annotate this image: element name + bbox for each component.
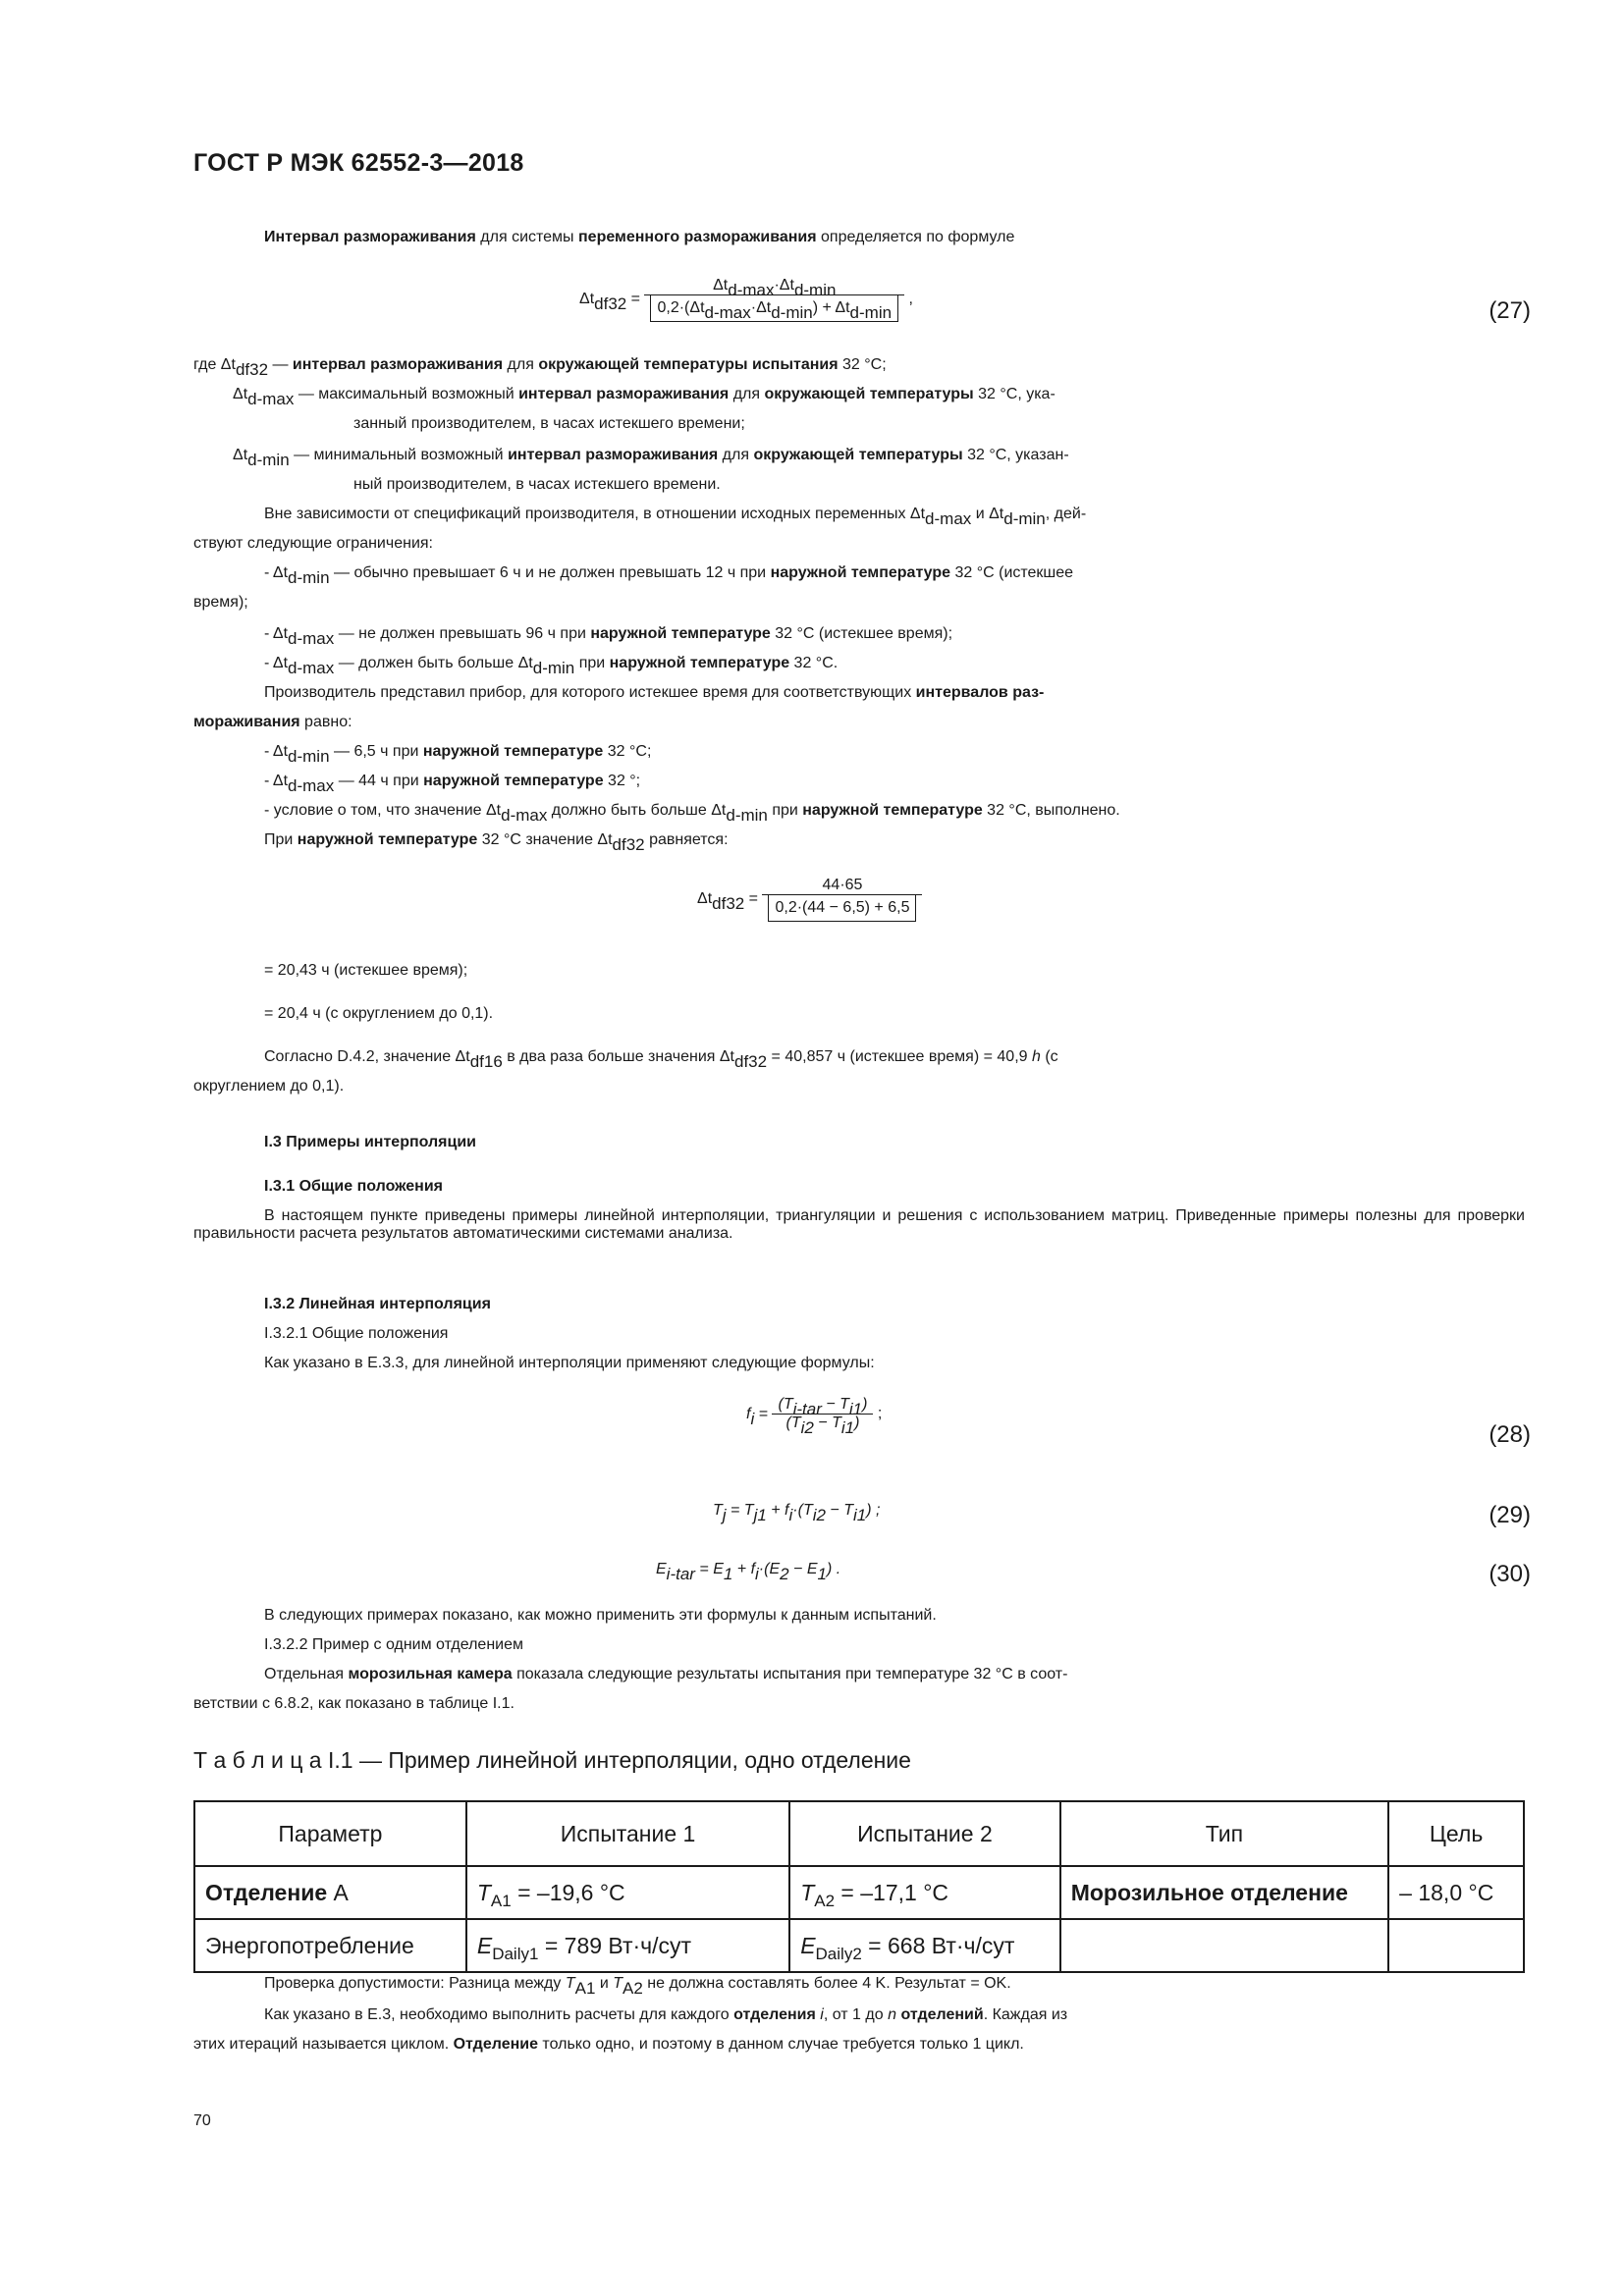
paragraph-df16-cont: округлением до 0,1). — [193, 1078, 345, 1095]
table-cell: $E_{Daily2} = 668$ Вт·ч/сут — [789, 1919, 1060, 1972]
definition-dmin-cont: ный производителем, в часах истекшего времени. — [353, 476, 721, 493]
table-header-cell: Цель — [1388, 1801, 1524, 1866]
definition-dmin: $\Delta t_{d-min}$ — минимальный возможный интервал размораживания для окружающей температуры 32 °С, указан- — [233, 447, 1069, 469]
equation-30: $E_{i-tar} = E_1 + f_i\cdot(E_2 - E_1)$ . — [656, 1561, 841, 1583]
paragraph-manufacturer: Производитель представил прибор, для которого истекшее время для соответствующих интервалов раз- — [264, 684, 1045, 701]
table-cell: – 18,0 °С — [1388, 1866, 1524, 1919]
paragraph-manufacturer-cont: мораживания равно: — [193, 714, 352, 730]
table-header-cell: Испытание 2 — [789, 1801, 1060, 1866]
paragraph-i31: В настоящем пункте приведены примеры линейной интерполяции, триангуляции и решения с использованием матриц. Приведенные примеры полезны для проверки правильности расчета результатов автоматическими системами анализа. — [193, 1207, 1525, 1242]
restriction-dmin-cont: время); — [193, 594, 248, 611]
paragraph-freezer: Отдельная морозильная камера показала следующие результаты испытания при температуре 32 °С в соот- — [264, 1666, 1068, 1682]
table-cell: Морозильное отделение — [1060, 1866, 1388, 1919]
table-row — [194, 1919, 1524, 1972]
document-header: ГОСТ Р МЭК 62552-3—2018 — [193, 149, 524, 177]
paragraph-df32-value: При наружной температуре 32 °С значение $\Delta t_{df32}$ равняется: — [264, 831, 729, 854]
paragraph-defrost-interval: Интервал размораживания для системы переменного размораживания определяется по формуле — [264, 229, 1015, 245]
equation-27: $\Delta t_{df32}$ = $\frac{\Delta t_{d-max}\cdot\Delta t_{d-min}}{0,2\cdot(\Delta t_{d-max}\cdot\Delta t_{d-min}) + \Delta t_{d-min}}$ , — [579, 277, 913, 322]
section-heading-i322: I.3.2.2 Пример с одним отделением — [264, 1636, 523, 1653]
paragraph-restrictions-cont: ствуют следующие ограничения: — [193, 535, 433, 552]
section-heading-i3: I.3 Примеры интерполяции — [264, 1134, 477, 1150]
paragraph-examples: В следующих примерах показано, как можно применить эти формулы к данным испытаний. — [264, 1607, 937, 1624]
paragraph-freezer-cont: ветствии с 6.8.2, как показано в таблице I.1. — [193, 1695, 514, 1712]
equation-30-number: (30) — [1489, 1561, 1531, 1587]
table-header-cell: Тип — [1060, 1801, 1388, 1866]
table-cell: $T_{A2} = -17,1$ °С — [789, 1866, 1060, 1919]
paragraph-validity: Проверка допустимости: Разница между $T_{A1}$ и $T_{A2}$ не должна составлять более 4 K. Результат = OK. — [264, 1975, 1011, 1998]
result-raw: = 20,43 ч (истекшее время); — [264, 962, 468, 979]
equation-28: $f_i$ = $\frac{(T_{i-tar} - T_{i1})}{(T_{i2} - T_{i1})}$ ; — [746, 1396, 883, 1437]
table-cell: Энергопотребление — [194, 1919, 466, 1972]
page-number: 70 — [193, 2112, 211, 2129]
section-heading-i321: I.3.2.1 Общие положения — [264, 1325, 449, 1342]
table-caption: Т а б л и ц а I.1 — Пример линейной интерполяции, одно отделение — [193, 1747, 911, 1773]
definition-df32: где $\Delta t_{df32}$ — интервал размораживания для окружающей температуры испытания 32 °С; — [193, 356, 887, 379]
table-cell: $E_{Daily1} = 789$ Вт·ч/сут — [466, 1919, 789, 1972]
restriction-dmax-gt-dmin: - $\Delta t_{d-max}$ — должен быть больше $\Delta t_{d-min}$ при наружной температуре 32 °С. — [264, 655, 839, 677]
restriction-dmin: - $\Delta t_{d-min}$ — обычно превышает 6 ч и не должен превышать 12 ч при наружной температуре 32 °С (истекшее — [264, 564, 1074, 587]
equation-28-number: (28) — [1489, 1421, 1531, 1448]
section-heading-i31: I.3.1 Общие положения — [264, 1178, 444, 1195]
paragraph-restrictions: Вне зависимости от спецификаций производителя, в отношении исходных переменных $\Delta t_{d-max}$ и $\Delta t_{d-min}$, дей- — [264, 506, 1087, 528]
equation-29: $T_j = T_{j1} + f_i\cdot(T_{i2} - T_{i1})$ ; — [713, 1502, 881, 1524]
table-row — [194, 1866, 1524, 1919]
table-cell — [1388, 1919, 1524, 1972]
paragraph-formulas-intro: Как указано в Е.3.3, для линейной интерполяции применяют следующие формулы: — [264, 1355, 875, 1371]
table-cell: Отделение А — [194, 1866, 466, 1919]
paragraph-df16: Согласно D.4.2, значение $\Delta t_{df16}$ в два раза больше значения $\Delta t_{df32} = 40,857$ ч (истекшее время) = 40,9 h (с — [264, 1048, 1058, 1071]
definition-dmax-cont: занный производителем, в часах истекшего времени; — [353, 415, 745, 432]
paragraph-cycles: Как указано в Е.3, необходимо выполнить расчеты для каждого отделения i, от 1 до n отделений. Каждая из — [264, 2006, 1068, 2023]
value-dmax: - $\Delta t_{d-max}$ — 44 ч при наружной температуре 32 °; — [264, 773, 641, 795]
table-cell: $T_{A1} = -19,6$ °С — [466, 1866, 789, 1919]
table-cell — [1060, 1919, 1388, 1972]
table-i1 — [193, 1800, 1525, 1973]
value-dmin: - $\Delta t_{d-min}$ — 6,5 ч при наружной температуре 32 °С; — [264, 743, 652, 766]
equation-df32-calc: $\Delta t_{df32}$ = $\frac{44\cdot 65}{0,2\cdot(44 - 6,5) + 6,5}$ — [697, 877, 922, 922]
section-heading-i32: I.3.2 Линейная интерполяция — [264, 1296, 491, 1312]
table-header-cell: Испытание 1 — [466, 1801, 789, 1866]
value-condition: - условие о том, что значение $\Delta t_{d-max}$ должно быть больше $\Delta t_{d-min}$ при наружной температуре 32 °С, выполнено. — [264, 802, 1120, 825]
table-header-row — [194, 1801, 1524, 1866]
paragraph-cycles-cont: этих итераций называется циклом. Отделение только одно, и поэтому в данном случае требуется только 1 цикл. — [193, 2036, 1024, 2053]
equation-29-number: (29) — [1489, 1502, 1531, 1528]
restriction-dmax: - $\Delta t_{d-max}$ — не должен превышать 96 ч при наружной температуре 32 °С (истекшее время); — [264, 625, 953, 648]
table-header-cell: Параметр — [194, 1801, 466, 1866]
definition-dmax: $\Delta t_{d-max}$ — максимальный возможный интервал размораживания для окружающей температуры 32 °С, ука- — [233, 386, 1056, 408]
result-rounded: = 20,4 ч (с округлением до 0,1). — [264, 1005, 494, 1022]
equation-27-number: (27) — [1489, 297, 1531, 324]
